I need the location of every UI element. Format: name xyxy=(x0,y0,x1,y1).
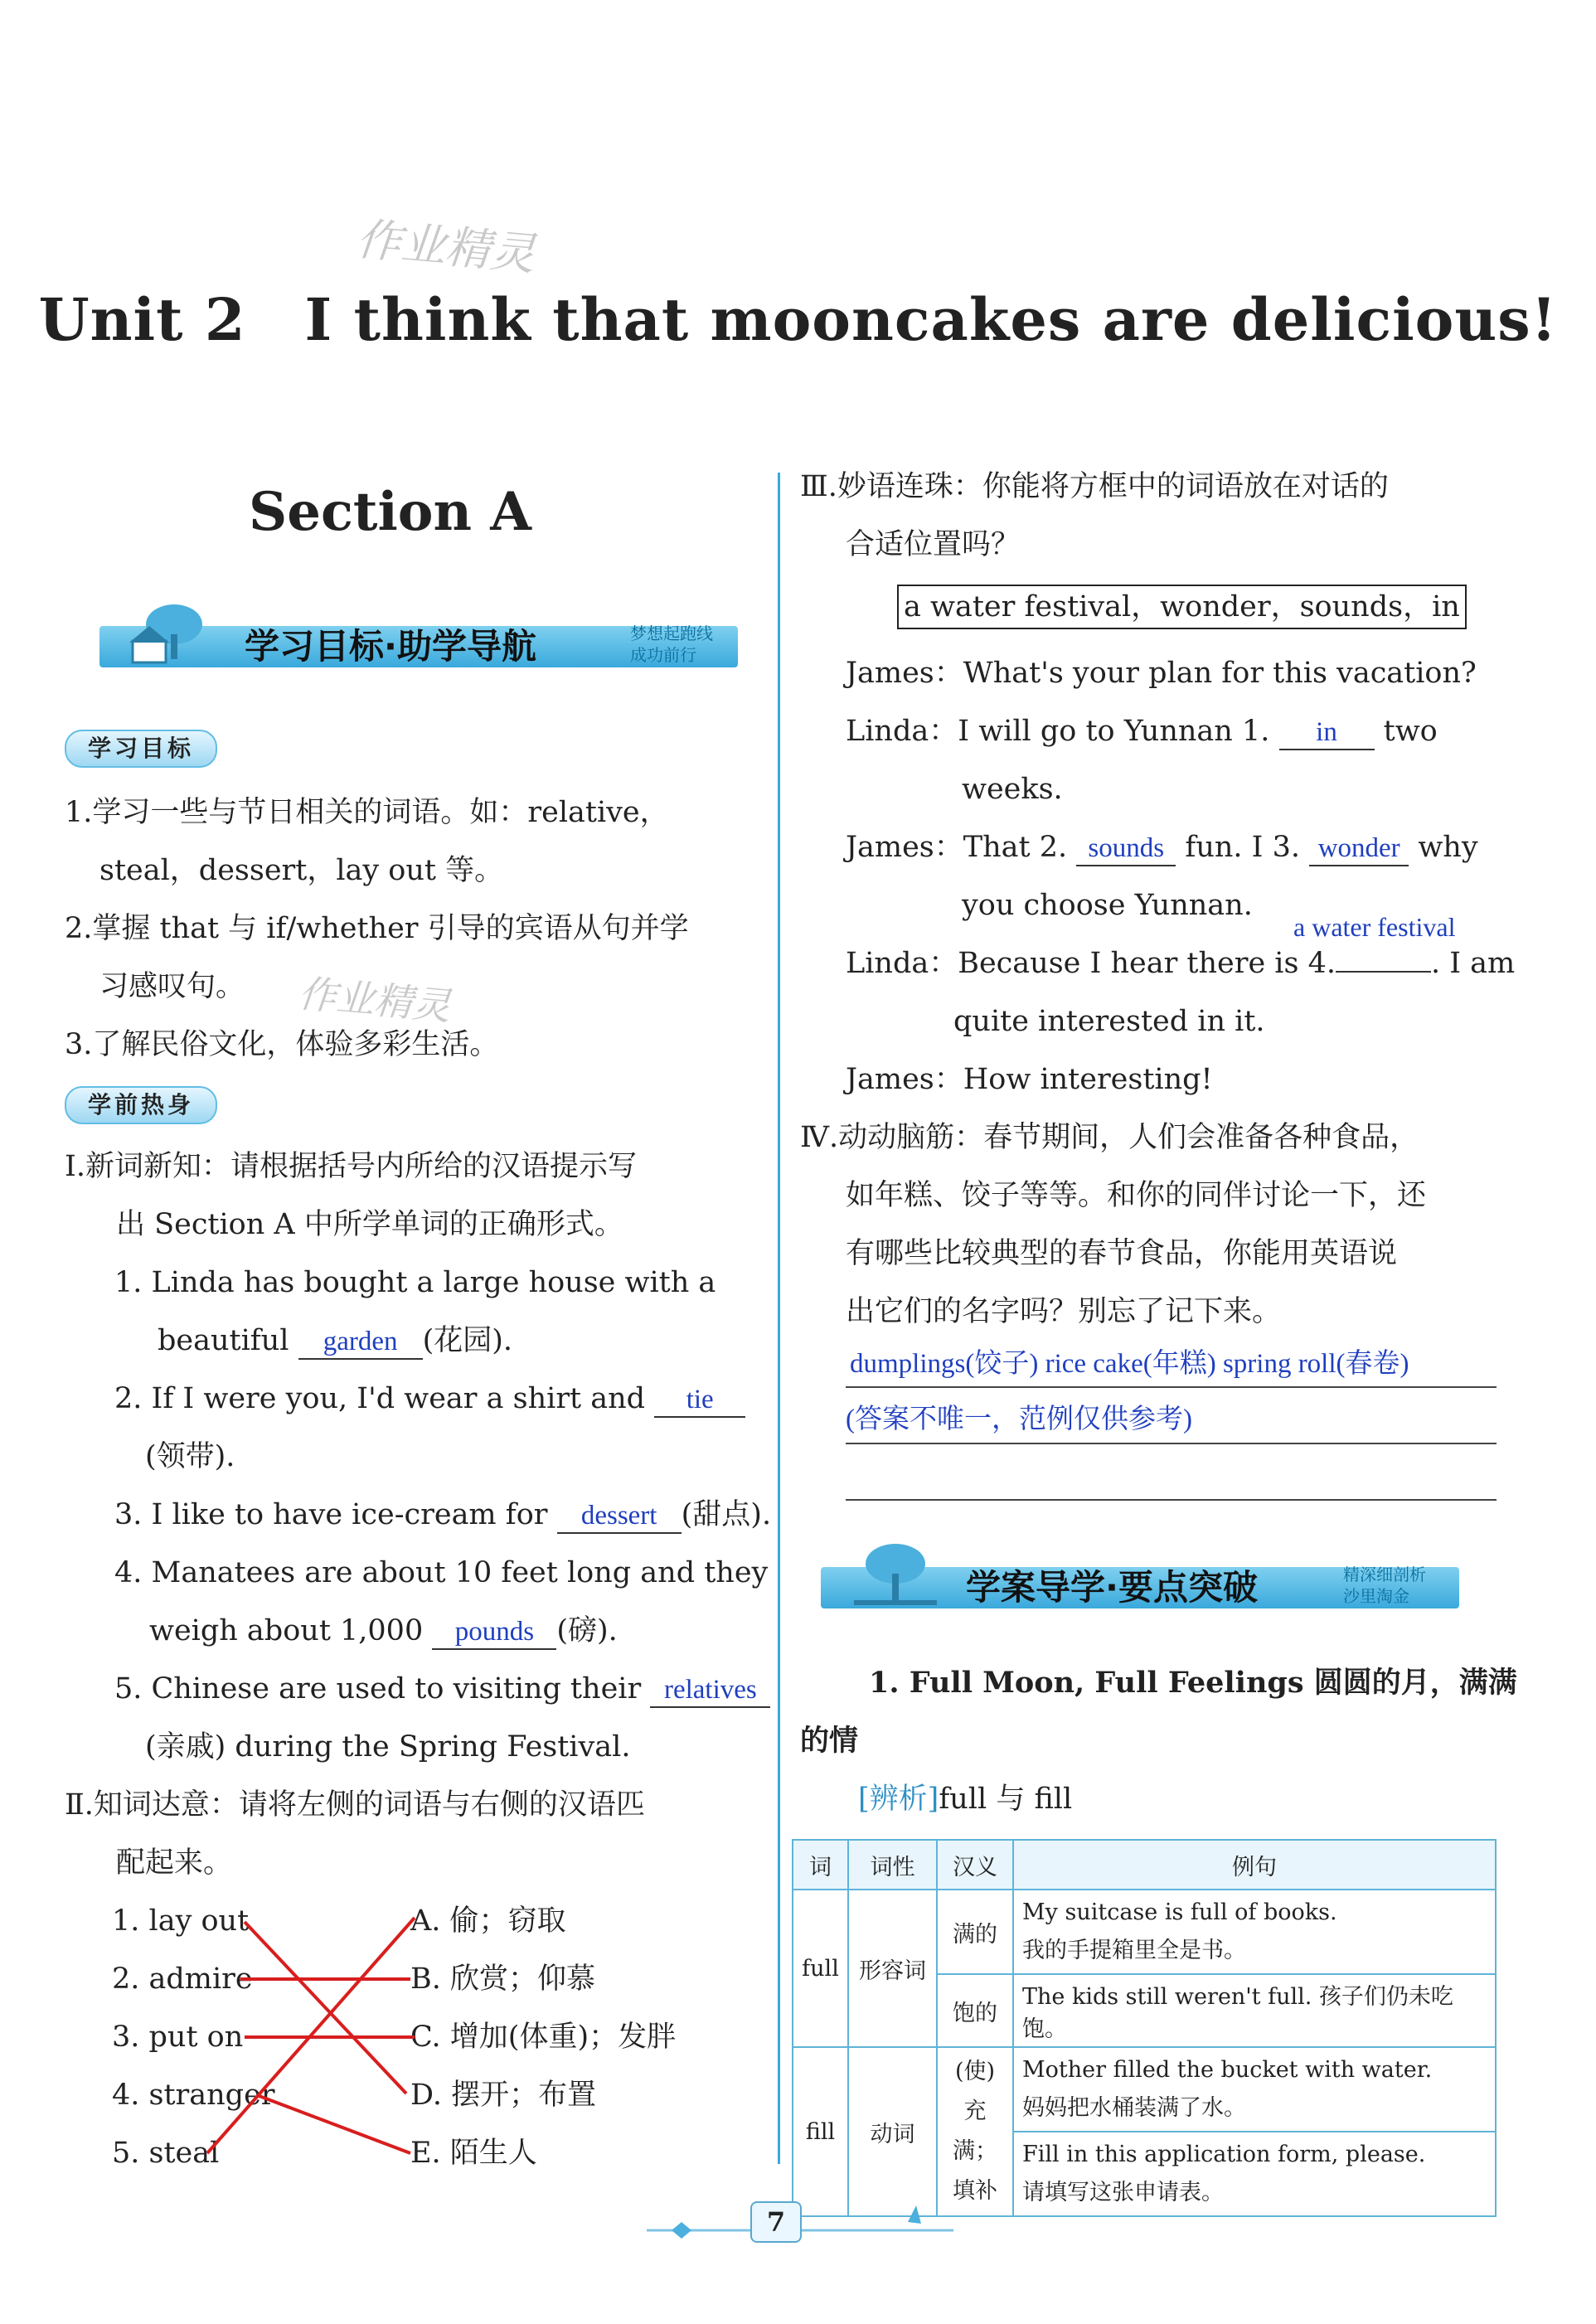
word-box: a water festival，wonder，sounds，in xyxy=(897,585,1467,629)
dialog-line: James：What's your plan for this vacation? xyxy=(846,657,1477,690)
table-cell: Fill in this application form, please. 请填写这张申请表。 xyxy=(1013,2132,1496,2216)
part3-heading: 合适位置吗？ xyxy=(846,528,1021,561)
part4-heading: Ⅳ.动动脑筋：春节期间，人们会准备各种食品， xyxy=(800,1121,1419,1154)
part4-heading: 如年糕、饺子等等。和你的同伴讨论一下，还 xyxy=(846,1179,1427,1212)
table-cell: full xyxy=(793,1890,848,2047)
table-cell: (使)充满；填补 xyxy=(937,2047,1013,2216)
goal-line: 1.学习一些与节日相关的词语。如：relative， xyxy=(65,796,669,829)
answer-blank: relatives xyxy=(663,1675,757,1705)
match-right: E. 陌生人 xyxy=(410,2137,537,2170)
section-title: Section A xyxy=(249,481,531,543)
match-right: B. 欣赏；仰慕 xyxy=(410,1963,595,1996)
table-cell: The kids still weren't full. 孩子们仍未吃饱。 xyxy=(1013,1974,1496,2047)
answer-blank: pounds xyxy=(454,1617,535,1647)
dialog-line: Linda：Because I hear there is 4. . I am xyxy=(846,947,1516,980)
part3-heading: Ⅲ.妙语连珠：你能将方框中的词语放在对话的 xyxy=(800,470,1389,503)
answer-line: (答案不唯一，范例仅供参考) xyxy=(846,1405,1192,1434)
dialog-line: James：How interesting! xyxy=(846,1063,1213,1096)
guide-banner xyxy=(821,1542,1459,1617)
goal-line: 习感叹句。 xyxy=(99,970,245,1003)
part2-heading: 配起来。 xyxy=(116,1846,233,1880)
question-2: (领带). xyxy=(145,1440,235,1473)
banner-title: 学习目标·助学导航 xyxy=(245,626,536,667)
question-5: 5. Chinese are used to visiting their relatives xyxy=(114,1660,770,1718)
table-cell: fill xyxy=(793,2047,848,2216)
dialog-line: quite interested in it. xyxy=(953,1005,1265,1038)
full-fill-table xyxy=(792,1839,1497,2217)
part4-heading: 有哪些比较典型的春节食品，你能用英语说 xyxy=(846,1237,1398,1270)
part2-heading: Ⅱ.知词达意：请将左侧的词语与右侧的汉语匹 xyxy=(65,1788,645,1822)
match-left: 3. put on xyxy=(112,2021,244,2054)
match-left: 1. lay out xyxy=(112,1904,250,1938)
match-left: 5. steal xyxy=(112,2137,220,2170)
table-header: 词 xyxy=(793,1840,848,1890)
part1-heading: 出 Section A 中所学单词的正确形式。 xyxy=(116,1208,623,1241)
dialog-line: weeks. xyxy=(962,773,1063,806)
table-header: 例句 xyxy=(1013,1840,1496,1890)
question-4: weigh about 1,000 pounds (磅). xyxy=(149,1602,618,1660)
table-header: 汉义 xyxy=(937,1840,1013,1890)
watermark: 作业精灵 xyxy=(296,971,453,1029)
table-cell: Mother filled the bucket with water. 妈妈把水桶装满了水。 xyxy=(1013,2047,1496,2132)
answer-blank: dessert xyxy=(580,1501,657,1531)
unit-title: Unit 2 I think that mooncakes are delicious! xyxy=(38,285,1558,354)
question-1: 1. Linda has bought a large house with a xyxy=(114,1266,716,1299)
match-left: 2. admire xyxy=(112,1963,253,1996)
table-header: 词性 xyxy=(848,1840,937,1890)
question-3: 3. I like to have ice-cream for dessert (甜点). xyxy=(114,1486,771,1544)
match-line xyxy=(257,2095,410,2153)
page-number: 7 xyxy=(750,2201,802,2243)
pill-warm-up: 学前热身 xyxy=(65,1086,217,1124)
table-cell: My suitcase is full of books. 我的手提箱里全是书。 xyxy=(1013,1890,1496,1974)
answer-blank: sounds xyxy=(1088,833,1165,863)
banner-title: 学案导学·要点突破 xyxy=(966,1567,1258,1608)
point-title: 1. Full Moon, Full Feelings 圆圆的月，满满 xyxy=(869,1666,1517,1700)
goal-line: 3.了解民俗文化，体验多彩生活。 xyxy=(65,1028,499,1061)
answer-blank: garden xyxy=(323,1327,398,1356)
banner-tag: 梦想起跑线 成功前行 xyxy=(630,623,713,665)
part1-heading: Ⅰ.新词新知：请根据括号内所给的汉语提示写 xyxy=(65,1150,637,1183)
answer-blank: wonder xyxy=(1317,833,1400,863)
question-2: 2. If I were you, I'd wear a shirt and tie xyxy=(114,1370,745,1428)
goal-line: steal，dessert，lay out 等。 xyxy=(99,854,504,887)
table-cell: 动词 xyxy=(848,2047,937,2216)
dialog-line: James：That 2. sounds fun. I 3. wonder why xyxy=(846,818,1478,876)
answer-rule xyxy=(846,1443,1497,1444)
goal-line: 2.掌握 that 与 if/whether 引导的宾语从句并学 xyxy=(65,912,689,945)
question-1: beautiful garden (花园). xyxy=(158,1312,512,1370)
watermark: 作业精灵 xyxy=(354,212,537,281)
dialog-line: Linda：I will go to Yunnan 1. in two xyxy=(846,702,1438,760)
dialog-line: you choose Yunnan. xyxy=(962,889,1253,922)
answer-blank: tie xyxy=(686,1385,714,1414)
match-left: 4. stranger xyxy=(112,2079,275,2112)
table-cell: 满的 xyxy=(937,1890,1013,1974)
table-cell: 饱的 xyxy=(937,1974,1013,2047)
tree-icon xyxy=(846,1542,945,1608)
matching-lines xyxy=(0,0,779,2239)
answer-rule xyxy=(846,1499,1497,1501)
analysis-label: [辨析]full 与 fill xyxy=(858,1783,1073,1816)
match-line xyxy=(245,1922,406,2094)
part4-heading: 出它们的名字吗？别忘了记下来。 xyxy=(846,1295,1282,1328)
point-title: 的情 xyxy=(800,1724,859,1758)
answer-blank: a water festival xyxy=(1293,912,1456,942)
match-right: D. 摆开；布置 xyxy=(410,2079,597,2112)
match-right: C. 增加(体重)；发胖 xyxy=(410,2021,677,2054)
question-5: (亲戚) during the Spring Festival. xyxy=(145,1730,631,1764)
answer-blank: in xyxy=(1316,717,1337,747)
answer-rule xyxy=(846,1386,1497,1388)
question-4: 4. Manatees are about 10 feet long and they xyxy=(114,1556,769,1589)
banner-tag: 精深细剖析 沙里淘金 xyxy=(1343,1565,1426,1606)
table-cell: 形容词 xyxy=(848,1890,937,2047)
match-right: A. 偷；窃取 xyxy=(410,1904,566,1938)
pill-study-goals: 学习目标 xyxy=(65,730,217,768)
answer-line: dumplings(饺子) rice cake(年糕) spring roll(春卷) xyxy=(850,1349,1409,1379)
column-divider xyxy=(778,473,780,2164)
